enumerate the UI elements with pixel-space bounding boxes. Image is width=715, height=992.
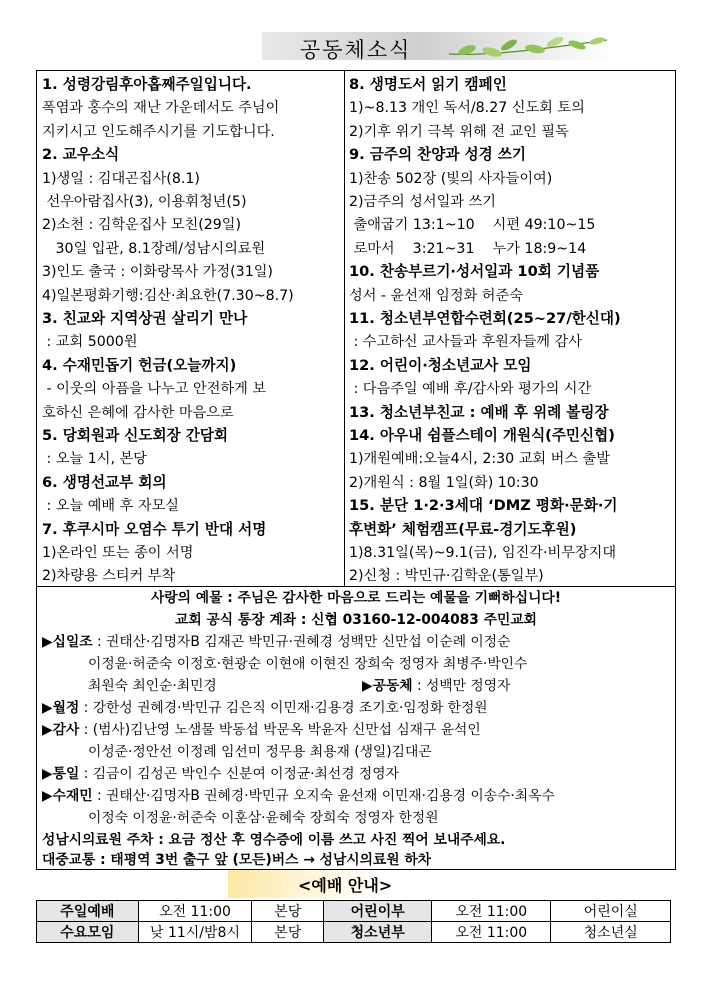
title-banner xyxy=(262,32,614,60)
leaf-decoration-icon xyxy=(447,36,612,58)
left-news-line: : 오늘 1시, 본당 xyxy=(42,451,147,468)
offering-intro: 사랑의 예물 : 주님은 감사한 마음으로 드리는 예물을 기뻐하십니다! xyxy=(150,590,562,606)
left-news-line: 7. 후쿠시마 오염수 투기 반대 서명 xyxy=(42,520,267,538)
left-news-line: 4. 수재민돕기 헌금(오늘까지) xyxy=(42,356,237,374)
left-news-line: 1)온라인 또는 종이 서명 xyxy=(42,545,194,561)
flood-label: ▶수재민 xyxy=(42,788,93,804)
left-news-line: 4)일본평화기행:김산·최요한(7.30~8.7) xyxy=(42,287,294,304)
left-news-line: 1. 성령강림후아홉째주일입니다. xyxy=(42,76,252,93)
flood-names-2: 이정숙 이정윤·허준숙 이훈삼·윤혜숙 장희숙 정영자 한정원 xyxy=(88,810,439,826)
left-news-line: 3. 친교와 지역상권 살리기 만나 xyxy=(42,310,248,327)
left-news-line: 2. 교우소식 xyxy=(42,146,120,164)
left-news-line: 2)소천 : 김학운집사 모친(29일) xyxy=(42,217,242,234)
community-label: ▶공동체 xyxy=(362,678,413,694)
monthly-line xyxy=(42,697,672,719)
left-news-line: 5. 당회원과 신도회장 간담회 xyxy=(42,427,229,444)
parking-notice: 성남시의료원 주차 : 요금 정산 후 영수증에 이름 쓰고 사진 찍어 보내주세요. xyxy=(42,832,506,848)
flood-names-1: : 권태산·김명자B 권혜경·박민규 오지숙 윤선재 이민재·김용경 이송수·최옥수 xyxy=(92,788,555,804)
worship-row xyxy=(37,922,671,943)
offering-box xyxy=(36,587,676,870)
flood-line xyxy=(42,785,672,807)
bank-account: 교회 공식 통장 계좌 : 신협 03160-12-004083 주민교회 xyxy=(175,612,537,628)
left-news-line: 30일 입관, 8.1장례/성남시의료원 xyxy=(42,240,266,257)
worship-cell: 낮 11시/밤8시 xyxy=(138,922,252,943)
right-news-line: 10. 찬송부르기·성서일과 10회 기념품 xyxy=(349,263,600,281)
left-news-line: 6. 생명선교부 회의 xyxy=(42,473,167,491)
right-column xyxy=(344,71,675,586)
right-news-line: 1)8.31일(목)~9.1(금), 임진각·비무장지대 xyxy=(349,545,617,561)
tithe-names-2: 이정윤·허준숙 이정호·현광순 이현애 이현진 장희숙 정영자 최병주·박인수 xyxy=(88,656,528,672)
left-news-line: 지키시고 인도해주시기를 기도합니다. xyxy=(42,123,275,140)
thanks-line xyxy=(42,719,672,741)
thanks-names-1: : (범사)김난영 노샘물 박동섭 박문옥 박윤자 신만섭 심재구 윤석인 xyxy=(79,722,481,738)
right-news-line: 성서 - 윤선재 임정화 허준숙 xyxy=(349,287,523,304)
right-news-line: : 수고하신 교사들과 후원자들께 감사 xyxy=(349,334,582,351)
unification-line xyxy=(42,763,672,785)
tithe-names-1: : 권태산·김명자B 김재곤 박민규·권혜경 성백만 신만섭 이순례 이정순 xyxy=(92,634,511,650)
right-news-line: 출애굽기 13:1~10 시편 49:10~15 xyxy=(349,217,596,234)
monthly-label: ▶월정 xyxy=(42,700,80,716)
left-news-line: : 교회 5000원 xyxy=(42,334,138,351)
worship-row xyxy=(37,901,671,922)
right-news-line: 2)금주의 성서일과 쓰기 xyxy=(349,194,496,210)
community-line xyxy=(362,675,672,697)
left-news-line: 폭염과 홍수의 재난 가운데서도 주님이 xyxy=(42,100,280,117)
worship-cell: 청소년실 xyxy=(551,922,671,943)
left-news-line: 2)차량용 스티커 부착 xyxy=(42,568,176,585)
left-news-line: 호하신 은혜에 감사한 마음으로 xyxy=(42,404,234,421)
right-news-line: 9. 금주의 찬양과 성경 쓰기 xyxy=(349,146,526,164)
right-news-line: 2)신청 : 박민규·김학운(통일부) xyxy=(349,568,544,585)
news-box xyxy=(36,70,676,587)
worship-cell: 본당 xyxy=(252,901,324,922)
worship-cell: 오전 11:00 xyxy=(432,922,551,943)
thanks-label: ▶감사 xyxy=(42,722,80,738)
page-title: 공동체소식 xyxy=(300,38,412,62)
right-news-line: 15. 분단 1·2·3세대 ‘DMZ 평화·문화·기 xyxy=(349,497,618,515)
worship-cell: 주일예배 xyxy=(37,901,139,922)
right-news-line: 후변화’ 체험캠프(무료-경기도후원) xyxy=(349,520,577,538)
tithe-names-3: 최원숙 최인순·최민경 xyxy=(88,678,217,694)
right-news-line: 8. 생명도서 읽기 캠페인 xyxy=(349,76,507,93)
left-news-line: - 이웃의 아픔을 나누고 안전하게 보 xyxy=(42,381,267,398)
right-news-line: 12. 어린이·청소년교사 모임 xyxy=(349,356,532,374)
thanks-names-2: 이성준·정안선 이정례 임선미 정무용 최용재 (생일)김대곤 xyxy=(88,744,432,760)
right-news-line: 14. 아우내 쉼플스테이 개원식(주민신협) xyxy=(349,427,615,444)
worship-cell: 본당 xyxy=(252,922,324,943)
right-news-line: 로마서 3:21~31 누가 18:9~14 xyxy=(349,240,587,257)
left-news-line: 1)생일 : 김대곤집사(8.1) xyxy=(42,170,200,187)
left-news-line: 선우아람집사(3), 이용휘청년(5) xyxy=(42,194,247,210)
worship-cell: 수요모임 xyxy=(37,922,139,943)
unification-names: : 김금이 김성곤 박인수 신분여 이정균·최선경 정영자 xyxy=(79,766,399,782)
left-column xyxy=(37,71,345,586)
worship-table xyxy=(36,900,671,943)
left-news-line: : 오늘 예배 후 자모실 xyxy=(42,498,179,515)
community-names: : 성백만 정영자 xyxy=(412,678,511,694)
worship-cell: 오전 11:00 xyxy=(432,901,551,922)
right-news-line: 2)기후 위기 극복 위해 전 교인 필독 xyxy=(349,123,569,140)
right-news-line: 2)개원식 : 8월 1일(화) 10:30 xyxy=(349,474,539,491)
monthly-names: : 강한성 권혜경·박민규 김은직 이민재·김용경 조기호·임정화 한정원 xyxy=(79,700,488,716)
worship-header xyxy=(228,870,486,898)
right-news-line: : 다음주일 예배 후/감사와 평가의 시간 xyxy=(349,381,592,398)
worship-cell: 어린이실 xyxy=(551,901,671,922)
left-news-line: 3)인도 출국 : 이화랑목사 가정(31일) xyxy=(42,264,273,281)
tithe-line xyxy=(42,631,672,653)
right-news-line: 1)찬송 502장 (빛의 사자들이여) xyxy=(349,170,553,187)
worship-title: <예배 안내> xyxy=(298,876,393,895)
tithe-label: ▶십일조 xyxy=(42,634,93,650)
worship-cell: 청소년부 xyxy=(324,922,432,943)
right-news-line: 1)~8.13 개인 독서/8.27 신도회 토의 xyxy=(349,100,585,117)
transit-notice: 대중교통 : 태평역 3번 출구 앞 (모든)버스 → 성남시의료원 하차 xyxy=(42,852,432,868)
unification-label: ▶통일 xyxy=(42,766,80,782)
right-news-line: 1)개원예배:오늘4시, 2:30 교회 버스 출발 xyxy=(349,451,610,468)
worship-cell: 오전 11:00 xyxy=(138,901,252,922)
right-news-line: 13. 청소년부친교 : 예배 후 위례 볼링장 xyxy=(349,403,609,421)
worship-cell: 어린이부 xyxy=(324,901,432,922)
right-news-line: 11. 청소년부연합수련회(25~27/한신대) xyxy=(349,310,621,327)
